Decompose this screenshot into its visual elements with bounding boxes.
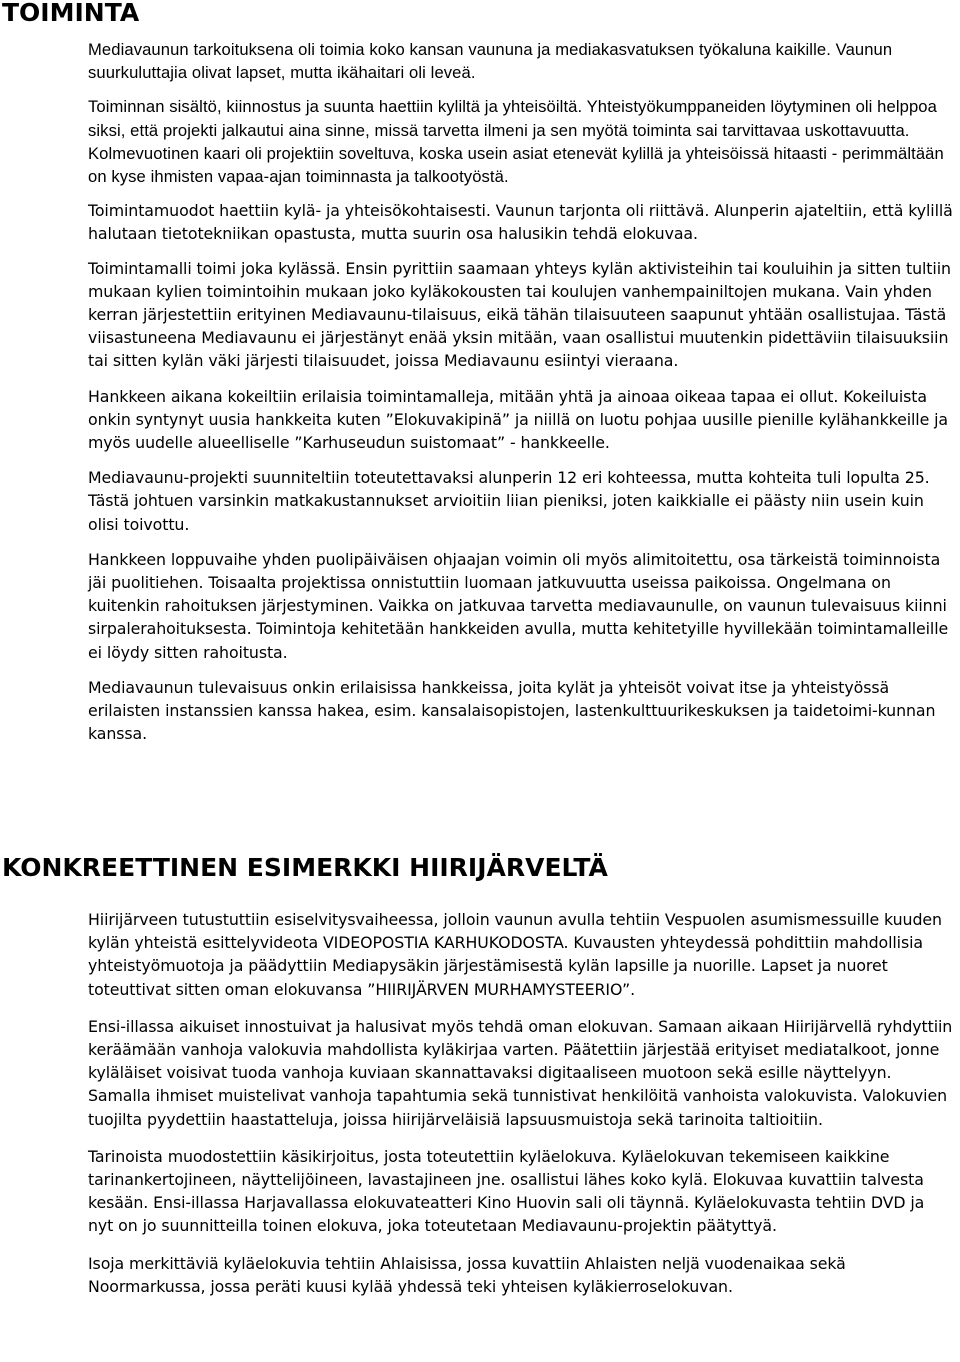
- paragraph: Toimintamalli toimi joka kylässä. Ensin pyrittiin saamaan yhteys kylän aktivisteihin tai kouluihin ja sitten tultiin mukaan kylien toimintoihin mukaan joko kyläkokousten tai koulujen vanhempainiltojen mukana. Vain yhden kerran järjestettiin erityinen Mediavaunu-tilaisuus, eikä tähän tilaisuuteen saapunut yhtään osallistujaa. Tästä viisastuneena Mediavaunu ei järjestänyt enää yksin mitään, vaan osallistui muutenkin pidettäviin tilaisuuksiin tai sitten kylän väki järjesti tilaisuudet, joissa Mediavaunu esiintyi vieraana.: [88, 258, 951, 371]
- paragraph: Mediavaunu-projekti suunniteltiin toteutettavaksi alunperin 12 eri kohteessa, mutta kohteita tuli lopulta 25. Tästä johtuen varsinkin matkakustannukset arvioitiin liian pieniksi, joten kaikkialle ei päästy niin usein kuin olisi toivottu.: [88, 468, 930, 534]
- paragraph: Isoja merkittäviä kyläelokuvia tehtiin Ahlaisissa, jossa kuvattiin Ahlaisten neljä vuodenaikaa sekä Noormarkussa, jossa peräti kuusi kylää yhdessä teki yhteisen kyläkierroselokuvan.: [88, 1253, 846, 1296]
- paragraph: Mediavaunun tulevaisuus onkin erilaisissa hankkeissa, joita kylät ja yhteisöt voivat itse ja yhteistyössä erilaisten instanssien kanssa hakea, esim. kansalaisopistojen, lastenkulttuurikeskuksen ja taidetoimi-kunnan kanssa.: [88, 677, 936, 744]
- section-toiminta-body: [88, 38, 954, 745]
- paragraph: Hankkeen loppuvaihe yhden puolipäiväisen ohjaajan voimin oli myös alimitoitettu, osa tärkeistä toiminnoista jäi puolitiehen. Toisaalta projektissa onnistuttiin luomaan jatkuvuutta useissa paikoissa. Ongelmana on kuitenkin rahoituksen järjestyminen. Vaikka on jatkuvaa tarvetta mediavaunulle, on vaunun tulevaisuus kiinni sirpalerahoituksesta. Toimintoja kehitetään hankkeiden avulla, mutta kehitetyille hyvillekään toimintamalleille ei löydy sitten rahoitusta.: [88, 549, 949, 662]
- section-heading: KONKREETTINEN ESIMERKKI HIIRIJÄRVELTÄ: [2, 853, 608, 882]
- section-hiirijarvi: [0, 853, 960, 883]
- section-hiirijarvi-body: [88, 908, 954, 1298]
- paragraph: Hankkeen aikana kokeiltiin erilaisia toimintamalleja, mitään yhtä ja ainoaa oikeaa tapaa ei ollut. Kokeiluista onkin syntynyt uusia hankkeita kuten ”Elokuvakipinä” ja niillä on luotu pohjaa uusille pienille kylähankkeille ja myös uudelle alueelliselle ”Karhuseudun suistomaat” - hankkeelle.: [88, 386, 949, 453]
- section-heading: TOIMINTA: [2, 0, 140, 27]
- paragraph: Toimintamuodot haettiin kylä- ja yhteisökohtaisesti. Vaunun tarjonta oli riittävä. Alunperin ajateltiin, että kylillä halutaan tietotekniikan opastusta, mutta suurin osa halusikin tehdä elokuvaa.: [88, 201, 953, 244]
- paragraph: Toiminnan sisältö, kiinnostus ja suunta haettiin kyliltä ja yhteisöiltä. Yhteistyökumppaneiden löytyminen oli helppoa siksi, että projekti jalkautui aina sinne, missä tarvetta ilmeni ja sen myötä toiminta sai tarvittavaa uskottavuutta. Kolmevuotinen kaari oli projektiin soveltuva, koska usein asiat etenevät kylillä ja yhteisöissä hitaasti - perimmältään on kyse ihmisten vapaa-ajan toiminnasta ja talkootyöstä.: [88, 97, 944, 187]
- paragraph: Hiirijärveen tutustuttiin esiselvitysvaiheessa, jolloin vaunun avulla tehtiin Vespuolen asumismessuille kuuden kylän yhteistä esittelyvideota VIDEOPOSTIA KARHUKODOSTA. Kuvausten yhteydessä pohdittiin mahdollisia yhteistyömuotoja ja päädyttiin Mediapysäkin järjestämisestä kylän lapsille ja nuorille. Lapset ja nuoret toteuttivat sitten oman elokuvansa ”HIIRIJÄRVEN MURHAMYSTEERIO”.: [88, 910, 942, 999]
- paragraph: Tarinoista muodostettiin käsikirjoitus, josta toteutettiin kyläelokuva. Kyläelokuvan tekemiseen kaikkine tarinankertojineen, näyttelijöineen, lavastajineen jne. osallistui lähes koko kylä. Elokuvaa kuvattiin talvesta kesään. Ensi-illassa Harjavallassa elokuvateatteri Kino Huovin sali oli täynnä. Kyläelokuvasta tehtiin DVD ja nyt on jo suunnitteilla toinen elokuva, joka toteutetaan Mediavaunu-projektin päätyttyä.: [88, 1146, 925, 1236]
- section-toiminta: [0, 0, 960, 28]
- paragraph: Mediavaunun tarkoituksena oli toimia koko kansan vaununa ja mediakasvatuksen työkaluna kaikille. Vaunun suurkuluttajia olivat lapset, mutta ikähaitari oli leveä.: [88, 40, 893, 83]
- paragraph: Ensi-illassa aikuiset innostuivat ja halusivat myös tehdä oman elokuvan. Samaan aikaan Hiirijärvellä ryhdyttiin keräämään vanhoja valokuvia mahdollista kyläkirjaa varten. Päätettiin järjestää erityiset mediatalkoot, jonne kyläläiset voisivat tuoda vanhoja kuviaan skannattavaksi digitaaliseen muotoon sekä esille näyttelyyn. Samalla ihmiset muistelivat vanhoja tapahtumia sekä tunnistivat henkilöitä vanhoista valokuvista. Valokuvien tuojilta pyydettiin haastatteluja, joissa hiirijärveläisiä lapsuusmuistoja sekä tarinoita taltioitiin.: [88, 1016, 953, 1129]
